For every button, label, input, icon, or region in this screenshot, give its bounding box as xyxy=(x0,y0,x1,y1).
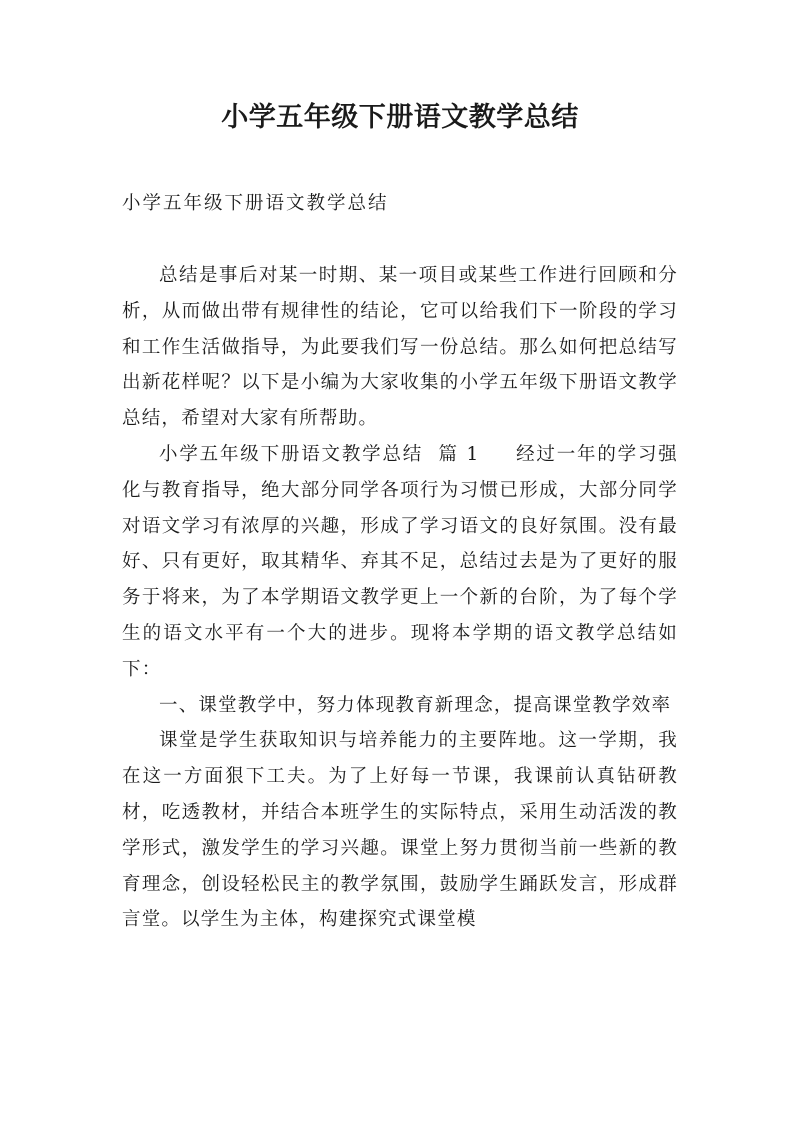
intro-paragraph: 总结是事后对某一时期、某一项目或某些工作进行回顾和分析，从而做出带有规律性的结论，它可以给我们下一阶段的学习和工作生活做指导，为此要我们写一份总结。那么如何把总结写出新花样呢？以下是小编为大家收集的小学五年级下册语文教学总结，希望对大家有所帮助。 xyxy=(122,265,678,430)
document-subtitle: 小学五年级下册语文教学总结 xyxy=(122,193,389,214)
section-1-heading: 小学五年级下册语文教学总结 篇 1 xyxy=(159,443,480,465)
document-title: 小学五年级下册语文教学总结 xyxy=(221,102,579,133)
document-body xyxy=(122,258,678,938)
point-1-paragraph: 课堂是学生获取知识与培养能力的主要阵地。这一学期，我在这一方面狠下工夫。为了上好每一节课，我课前认真钻研教材，吃透教材，并结合本班学生的实际特点，采用生动活泼的教学形式，激发学生的学习兴趣。课堂上努力贯彻当前一些新的教育理念，创设轻松民主的教学氛围，鼓励学生踊跃发言，形成群言堂。以学生为主体，构建探究式课堂模 xyxy=(122,730,678,931)
section-1-paragraph xyxy=(122,437,678,688)
section-1-text: 经过一年的学习强化与教育指导，绝大部分同学各项行为习惯已形成，大部分同学对语文学习有浓厚的兴趣，形成了学习语文的良好氛围。没有最好、只有更好，取其精华、弃其不足，总结过去是为了更好的服务于将来，为了本学期语文教学更上一个新的台阶，为了每个学生的语文水平有一个大的进步。现将本学期的语文教学总结如下： xyxy=(122,443,678,680)
point-1-heading: 一、课堂教学中，努力体现教育新理念，提高课堂教学效率 xyxy=(159,694,672,716)
